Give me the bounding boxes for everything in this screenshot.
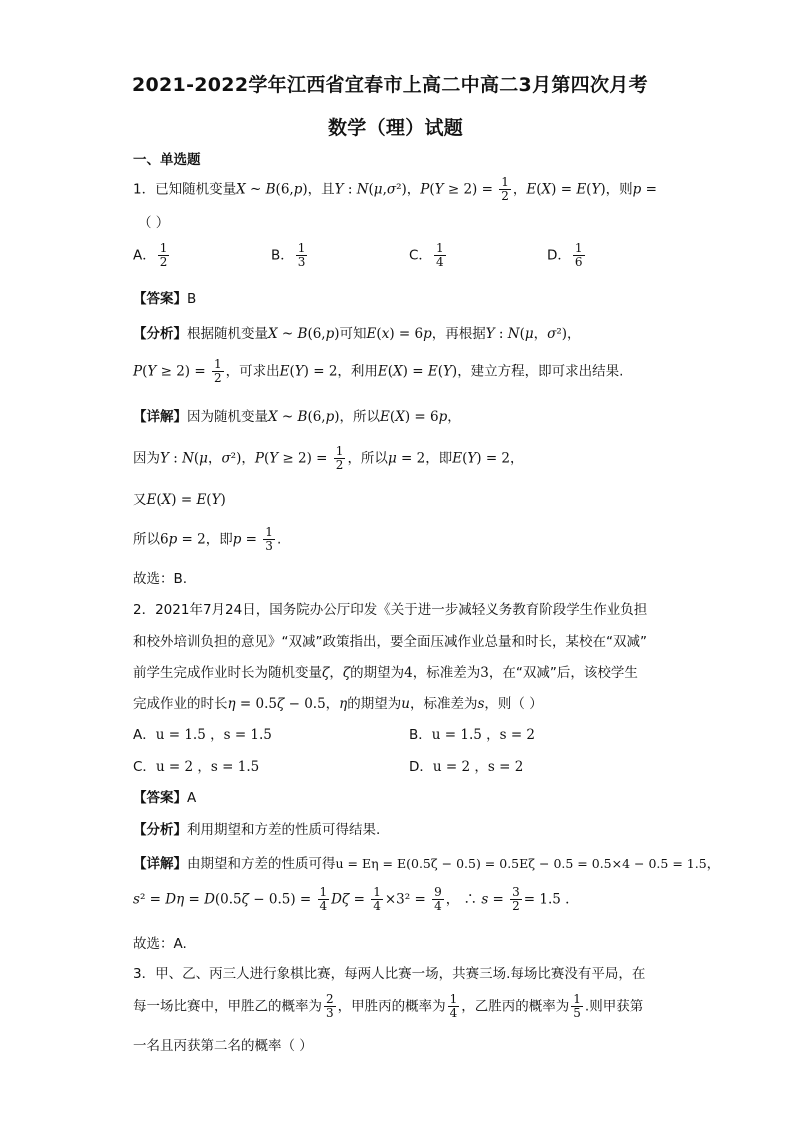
q2-analysis: 【分析】利用期望和方差的性质可得结果. <box>133 822 381 838</box>
q3-stem-line1: 3．甲、乙、丙三人进行象棋比赛，每两人比赛一场，共赛三场.每场比赛没有平局，在 <box>133 966 646 982</box>
q2-option-d: D．u = 2 ，s = 2 <box>409 759 524 775</box>
q1-option-d: D． $\frac{1}{6}$ <box>547 241 583 269</box>
q1-detail-line3: 又E(X) = E(Y) <box>133 492 226 508</box>
q1-option-b: B． $\frac{1}{3}$ <box>271 241 306 269</box>
q2-detail-line2: s² = Dη = D(0.5ζ − 0.5) = $\frac{1}{4}$ Dζ = $\frac{1}{4}$ ×3² = $\frac{9}{4}$ ， ∴ s = $\frac{3}{2}$ = 1.5 . <box>133 885 570 913</box>
q1-detail-line2: 因为Y : N(μ，σ²)，P(Y ≥ 2) = $\frac{1}{2}$ ，所以μ = 2，即E(Y) = 2， <box>133 444 524 472</box>
q1-stem: 1．已知随机变量X ~ B(6,p)，且Y : N(μ,σ²)，P(Y ≥ 2) = $\frac{1}{2}$ ，E(X) = E(Y)，则p = <box>133 175 657 203</box>
q2-stem-line4: 完成作业的时长η = 0.5ζ − 0.5，η的期望为u，标准差为s，则（ ） <box>133 696 543 712</box>
page-title: 2021-2022学年江西省宜春市上高二中高二3月第四次月考 <box>132 74 648 96</box>
q2-option-a: A．u = 1.5 ，s = 1.5 <box>133 727 272 743</box>
page-subtitle: 数学（理）试题 <box>328 117 464 139</box>
q1-option-c: C． $\frac{1}{4}$ <box>409 241 444 269</box>
q2-option-c: C．u = 2 ，s = 1.5 <box>133 759 260 775</box>
q2-stem-line2: 和校外培训负担的意见》“双减”政策指出，要全面压减作业总量和时长，某校在“双减” <box>133 634 647 650</box>
q1-detail-line4: 所以6p = 2，即p = $\frac{1}{3}$ . <box>133 525 282 553</box>
q1-analysis-line1: 【分析】根据随机变量X ~ B(6,p)可知E(x) = 6p，再根据Y : N(μ，σ²)， <box>133 326 581 342</box>
q1-option-a: A． $\frac{1}{2}$ <box>133 241 168 269</box>
q1-answer: 【答案】B <box>133 291 197 307</box>
q1-detail-line1: 【详解】因为随机变量X ~ B(6,p)，所以E(X) = 6p， <box>133 409 461 425</box>
q3-stem-line2: 每一场比赛中，甲胜乙的概率为 $\frac{2}{3}$ ，甲胜丙的概率为 $\frac{1}{4}$ ，乙胜丙的概率为 $\frac{1}{5}$ .则甲获第 <box>133 992 644 1020</box>
q1-conclusion: 故选：B. <box>133 571 188 587</box>
q1-analysis-line2: P(Y ≥ 2) = $\frac{1}{2}$ ，可求出E(Y) = 2，利用E(X) = E(Y)，建立方程，即可求出结果. <box>133 357 624 385</box>
q2-conclusion: 故选：A. <box>133 936 187 952</box>
q2-stem-line1: 2．2021年7月24日，国务院办公厅印发《关于进一步减轻义务教育阶段学生作业负担 <box>133 602 648 618</box>
q2-stem-line3: 前学生完成作业时长为随机变量ζ，ζ的期望为4，标准差为3，在“双减”后，该校学生 <box>133 665 638 681</box>
q2-detail-line1: 【详解】由期望和方差的性质可得u = Eη = E(0.5ζ − 0.5) = 0.5Eζ − 0.5 = 0.5×4 − 0.5 = 1.5， <box>133 856 721 872</box>
q2-option-b: B．u = 1.5 ，s = 2 <box>409 727 536 743</box>
q2-answer: 【答案】A <box>133 790 197 806</box>
q1-stem-cont: （ ） <box>138 215 170 231</box>
section-heading: 一、单选题 <box>133 152 201 168</box>
q3-stem-line3: 一名且丙获第二名的概率（ ） <box>133 1038 313 1054</box>
